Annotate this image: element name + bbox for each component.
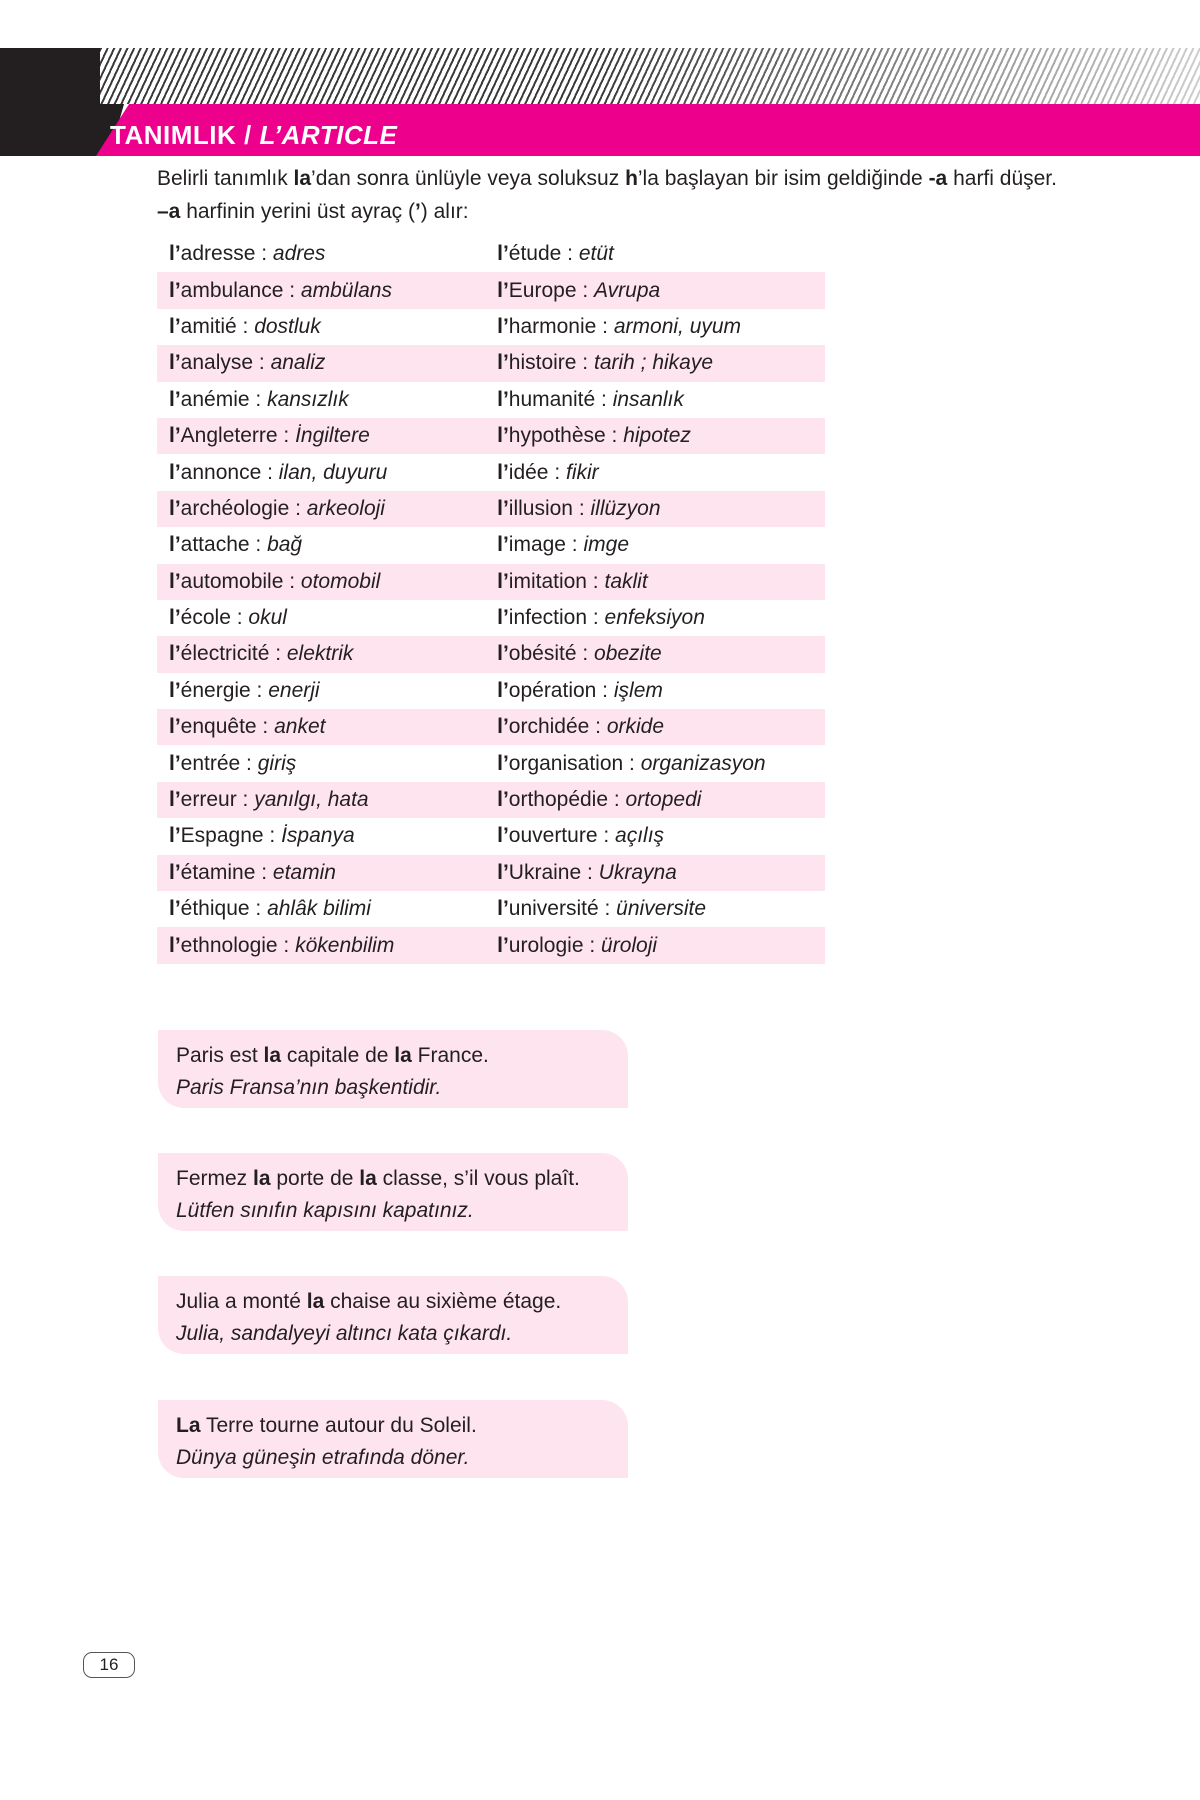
vocab-entry: l’étamine : etamin bbox=[169, 860, 336, 884]
vocab-entry: l’idée : fikir bbox=[497, 460, 599, 484]
vocab-row bbox=[157, 382, 825, 418]
vocab-entry: l’opération : işlem bbox=[497, 678, 663, 702]
header-stripe-pattern bbox=[100, 48, 1200, 104]
example-turkish: Lütfen sınıfın kapısını kapatınız. bbox=[176, 1199, 474, 1222]
example-box bbox=[158, 1153, 628, 1231]
vocab-entry: l’école : okul bbox=[169, 606, 287, 630]
vocab-entry: l’électricité : elektrik bbox=[169, 642, 354, 666]
vocab-entry: l’adresse : adres bbox=[169, 242, 326, 266]
vocab-entry: l’attache : bağ bbox=[169, 533, 303, 557]
vocab-row bbox=[157, 891, 825, 927]
vocab-entry: l’Angleterre : İngiltere bbox=[169, 424, 370, 448]
vocab-entry: l’anémie : kansızlık bbox=[169, 387, 349, 411]
vocab-entry: l’image : imge bbox=[497, 533, 630, 557]
vocab-entry: l’imitation : taklit bbox=[497, 569, 648, 593]
vocab-row bbox=[157, 418, 825, 454]
chapter-header bbox=[0, 48, 1200, 156]
chapter-title-french: L’ARTICLE bbox=[259, 120, 398, 150]
vocabulary-table bbox=[157, 236, 825, 964]
vocab-entry: l’ouverture : açılış bbox=[497, 824, 665, 848]
example-turkish: Paris Fransa’nın başkentidir. bbox=[176, 1076, 442, 1099]
vocab-entry: l’urologie : üroloji bbox=[497, 933, 658, 957]
example-french: Paris est la capitale de la France. bbox=[176, 1044, 489, 1067]
vocab-entry: l’organisation : organizasyon bbox=[497, 751, 766, 775]
vocab-entry: l’université : üniversite bbox=[497, 897, 707, 921]
vocab-row bbox=[157, 309, 825, 345]
vocab-entry: l’harmonie : armoni, uyum bbox=[497, 314, 742, 338]
vocab-entry: l’éthique : ahlâk bilimi bbox=[169, 897, 371, 921]
vocab-row bbox=[157, 600, 825, 636]
example-box bbox=[158, 1276, 628, 1354]
vocab-entry: l’Espagne : İspanya bbox=[169, 824, 355, 848]
vocab-row bbox=[157, 855, 825, 891]
vocab-entry: l’erreur : yanılgı, hata bbox=[169, 788, 369, 812]
vocab-row bbox=[157, 564, 825, 600]
page-number: 16 bbox=[83, 1652, 135, 1678]
vocab-row bbox=[157, 527, 825, 563]
example-french: Fermez la porte de la classe, s’il vous plaît. bbox=[176, 1167, 580, 1190]
vocab-entry: l’amitié : dostluk bbox=[169, 314, 321, 338]
example-turkish: Dünya güneşin etrafında döner. bbox=[176, 1446, 470, 1469]
example-french: Julia a monté la chaise au sixième étage. bbox=[176, 1290, 562, 1313]
vocab-entry: l’automobile : otomobil bbox=[169, 569, 381, 593]
intro-line-1: Belirli tanımlık la’dan sonra ünlüyle veya soluksuz h’la başlayan bir isim geldiğinde -a harfi düşer. bbox=[157, 167, 1057, 190]
intro-paragraph bbox=[157, 162, 1117, 228]
intro-line-2: –a harfinin yerini üst ayraç (’) alır: bbox=[157, 200, 469, 223]
vocab-entry: l’orchidée : orkide bbox=[497, 715, 665, 739]
vocab-entry: l’annonce : ilan, duyuru bbox=[169, 460, 388, 484]
vocab-entry: l’analyse : analiz bbox=[169, 351, 326, 375]
vocab-entry: l’Ukraine : Ukrayna bbox=[497, 860, 677, 884]
chapter-title-turkish: TANIMLIK / bbox=[110, 120, 260, 150]
example-box bbox=[158, 1030, 628, 1108]
vocab-row bbox=[157, 709, 825, 745]
chapter-title bbox=[110, 120, 397, 151]
vocab-entry: l’obésité : obezite bbox=[497, 642, 662, 666]
example-box bbox=[158, 1400, 628, 1478]
vocab-row bbox=[157, 636, 825, 672]
vocab-entry: l’Europe : Avrupa bbox=[497, 278, 661, 302]
vocab-entry: l’enquête : anket bbox=[169, 715, 326, 739]
vocab-row bbox=[157, 927, 825, 963]
vocab-row bbox=[157, 491, 825, 527]
vocab-entry: l’orthopédie : ortopedi bbox=[497, 788, 702, 812]
vocab-row bbox=[157, 272, 825, 308]
vocab-row bbox=[157, 745, 825, 781]
vocab-row bbox=[157, 345, 825, 381]
vocab-entry: l’infection : enfeksiyon bbox=[497, 606, 705, 630]
vocab-row bbox=[157, 782, 825, 818]
vocab-entry: l’hypothèse : hipotez bbox=[497, 424, 691, 448]
vocab-entry: l’illusion : illüzyon bbox=[497, 496, 661, 520]
vocab-entry: l’entrée : giriş bbox=[169, 751, 297, 775]
example-turkish: Julia, sandalyeyi altıncı kata çıkardı. bbox=[176, 1322, 513, 1345]
vocab-entry: l’humanité : insanlık bbox=[497, 387, 684, 411]
vocab-row bbox=[157, 236, 825, 272]
vocab-row bbox=[157, 673, 825, 709]
vocab-row bbox=[157, 818, 825, 854]
vocab-entry: l’histoire : tarih ; hikaye bbox=[497, 351, 714, 375]
vocab-entry: l’ethnologie : kökenbilim bbox=[169, 933, 395, 957]
example-french: La Terre tourne autour du Soleil. bbox=[176, 1414, 477, 1437]
vocab-entry: l’archéologie : arkeoloji bbox=[169, 496, 385, 520]
vocab-entry: l’énergie : enerji bbox=[169, 678, 320, 702]
vocab-row bbox=[157, 454, 825, 490]
vocab-entry: l’ambulance : ambülans bbox=[169, 278, 392, 302]
vocab-entry: l’étude : etüt bbox=[497, 242, 614, 266]
